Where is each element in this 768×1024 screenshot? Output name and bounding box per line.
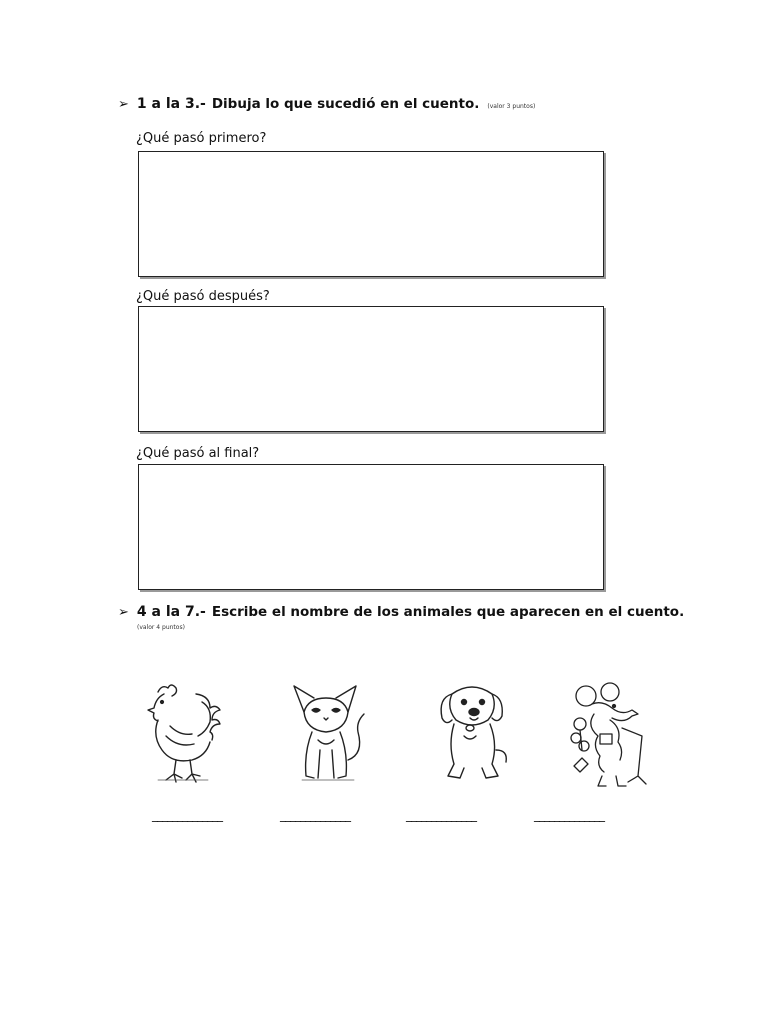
rooster-icon xyxy=(136,680,232,790)
drawing-box-final[interactable] xyxy=(138,464,604,590)
section2-number: 4 a la 7.- xyxy=(136,604,206,620)
section1-heading xyxy=(118,96,535,112)
section1-note: (valor 3 puntos) xyxy=(487,103,536,110)
answer-blank-4[interactable]: ______________ xyxy=(534,808,604,822)
section1-number: 1 a la 3.- xyxy=(136,96,206,112)
answer-blank-1[interactable]: ______________ xyxy=(152,808,222,822)
section2-note: (valor 4 puntos) xyxy=(137,624,185,631)
cat-icon xyxy=(282,680,378,790)
question-after: ¿Qué pasó después? xyxy=(136,289,270,304)
question-first: ¿Qué pasó primero? xyxy=(136,131,267,146)
arrow-bullet-icon: ➢ xyxy=(118,97,129,112)
arrow-bullet-icon: ➢ xyxy=(118,605,129,620)
answer-blank-3[interactable]: ______________ xyxy=(406,808,476,822)
section1-title: Dibuja lo que sucedió en el cuento. xyxy=(211,96,480,112)
answer-blank-2[interactable]: ______________ xyxy=(280,808,350,822)
section2-title: Escribe el nombre de los animales que aparecen en el cuento. xyxy=(211,604,685,620)
drawing-box-first[interactable] xyxy=(138,151,604,277)
section2-heading xyxy=(118,604,684,620)
question-final: ¿Qué pasó al final? xyxy=(136,446,260,461)
mouse-icon xyxy=(564,680,660,790)
drawing-box-after[interactable] xyxy=(138,306,604,432)
dog-icon xyxy=(426,680,522,790)
